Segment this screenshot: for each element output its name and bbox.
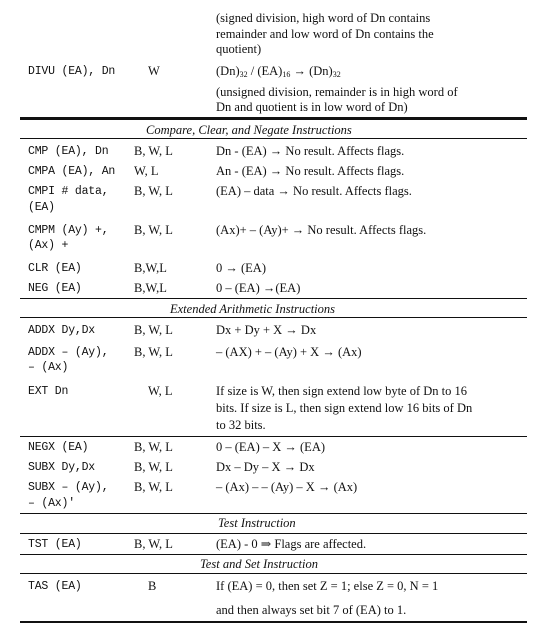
desc-tst: (EA) - 0 ⇒ Flags are affected.: [216, 537, 367, 551]
instr-cmpa: CMPA (EA), An: [28, 165, 116, 178]
divu-size: W: [148, 64, 160, 78]
desc-cmpi: (EA) – data → No result. Affects flags.: [216, 184, 412, 198]
divu-note2-line-2: Dn and quotient is in low word of Dn): [216, 100, 408, 114]
instr-subx-mem: SUBX – (Ay),: [28, 481, 109, 494]
section-title-test: Test Instruction: [218, 516, 296, 530]
size-clr: B,W,L: [134, 261, 167, 275]
divu-note-line-2: remainder and low word of Dn contains the: [216, 27, 434, 41]
desc-cmpm: (Ax)+ – (Ay)+ → No result. Affects flags.: [216, 223, 427, 237]
desc-cmp: Dn - (EA) → No result. Affects flags.: [216, 144, 405, 158]
size-subx-mem: B, W, L: [134, 480, 173, 494]
size-addx-reg: B, W, L: [134, 323, 173, 337]
size-cmpi: B, W, L: [134, 184, 173, 198]
size-neg: B,W,L: [134, 281, 167, 295]
size-tas: B: [148, 579, 157, 593]
desc-addx-mem: – (AX) + – (Ay) + X → (Ax): [216, 345, 362, 359]
instr-tas: TAS (EA): [28, 580, 82, 593]
section-divider: [20, 298, 527, 299]
divu-note2-line-1: (unsigned division, remainder is in high word of: [216, 85, 458, 99]
instr-subx-reg: SUBX Dy,Dx: [28, 461, 96, 474]
section-divider: [20, 513, 527, 514]
desc-subx-mem: – (Ax) – – (Ay) – X → (Ax): [216, 480, 358, 494]
desc-subx-reg: Dx – Dy – X → Dx: [216, 460, 315, 474]
size-negx: B, W, L: [134, 440, 173, 454]
desc-clr: 0 → (EA): [216, 261, 266, 275]
divu-instruction: DIVU (EA), Dn: [28, 65, 116, 78]
size-cmpa: W, L: [134, 164, 159, 178]
section-title-extended: Extended Arithmetic Instructions: [170, 302, 336, 316]
instr-addx-mem-cont: – (Ax): [28, 361, 69, 374]
desc-negx: 0 – (EA) – X → (EA): [216, 440, 326, 454]
desc-cmpa: An - (EA) → No result. Affects flags.: [216, 164, 405, 178]
size-tst: B, W, L: [134, 537, 173, 551]
desc-ext-line-2: bits. If size is L, then sign extend low 16 bits of Dn: [216, 401, 473, 415]
divu-note-line-3: quotient): [216, 42, 262, 56]
instr-cmpi: CMPI # data,: [28, 185, 109, 198]
divu-operation: $(Dn)_{32} / (EA)_{16} \to (Dn)_{32}$: [216, 64, 341, 79]
instr-cmpi-cont: (EA): [28, 201, 55, 214]
section-divider: [20, 436, 527, 437]
instr-neg: NEG (EA): [28, 282, 82, 295]
section-divider: [20, 533, 527, 534]
instr-tst: TST (EA): [28, 538, 82, 551]
instr-clr: CLR (EA): [28, 262, 82, 275]
desc-ext-line-1: If size is W, then sign extend low byte of Dn to 16: [216, 384, 468, 398]
desc-tas-line-1: If (EA) = 0, then set Z = 1; else Z = 0, N = 1: [216, 579, 439, 593]
section-divider-thick: [20, 117, 527, 120]
section-title-compare: Compare, Clear, and Negate Instructions: [146, 123, 352, 137]
section-divider: [20, 317, 527, 318]
section-divider: [20, 573, 527, 574]
size-subx-reg: B, W, L: [134, 460, 173, 474]
table-bottom-rule: [20, 621, 527, 623]
section-divider: [20, 554, 527, 555]
section-divider: [20, 138, 527, 139]
desc-tas-line-2: and then always set bit 7 of (EA) to 1.: [216, 603, 407, 617]
desc-ext-line-3: to 32 bits.: [216, 418, 266, 432]
desc-addx-reg: Dx + Dy + X → Dx: [216, 323, 317, 337]
size-ext: W, L: [148, 384, 173, 398]
instr-negx: NEGX (EA): [28, 441, 89, 454]
instr-addx-mem: ADDX – (Ay),: [28, 346, 109, 359]
size-cmp: B, W, L: [134, 144, 173, 158]
size-addx-mem: B, W, L: [134, 345, 173, 359]
instr-cmpm-cont: (Ax) +: [28, 239, 69, 252]
instr-subx-mem-cont: – (Ax)': [28, 497, 75, 510]
divu-note-line-1: (signed division, high word of Dn contains: [216, 11, 431, 25]
desc-neg: 0 – (EA) →(EA): [216, 281, 301, 295]
size-cmpm: B, W, L: [134, 223, 173, 237]
instr-ext: EXT Dn: [28, 385, 69, 398]
instr-cmp: CMP (EA), Dn: [28, 145, 109, 158]
section-title-tas: Test and Set Instruction: [200, 557, 318, 571]
instr-addx-reg: ADDX Dy,Dx: [28, 324, 96, 337]
instr-cmpm: CMPM (Ay) +,: [28, 224, 109, 237]
